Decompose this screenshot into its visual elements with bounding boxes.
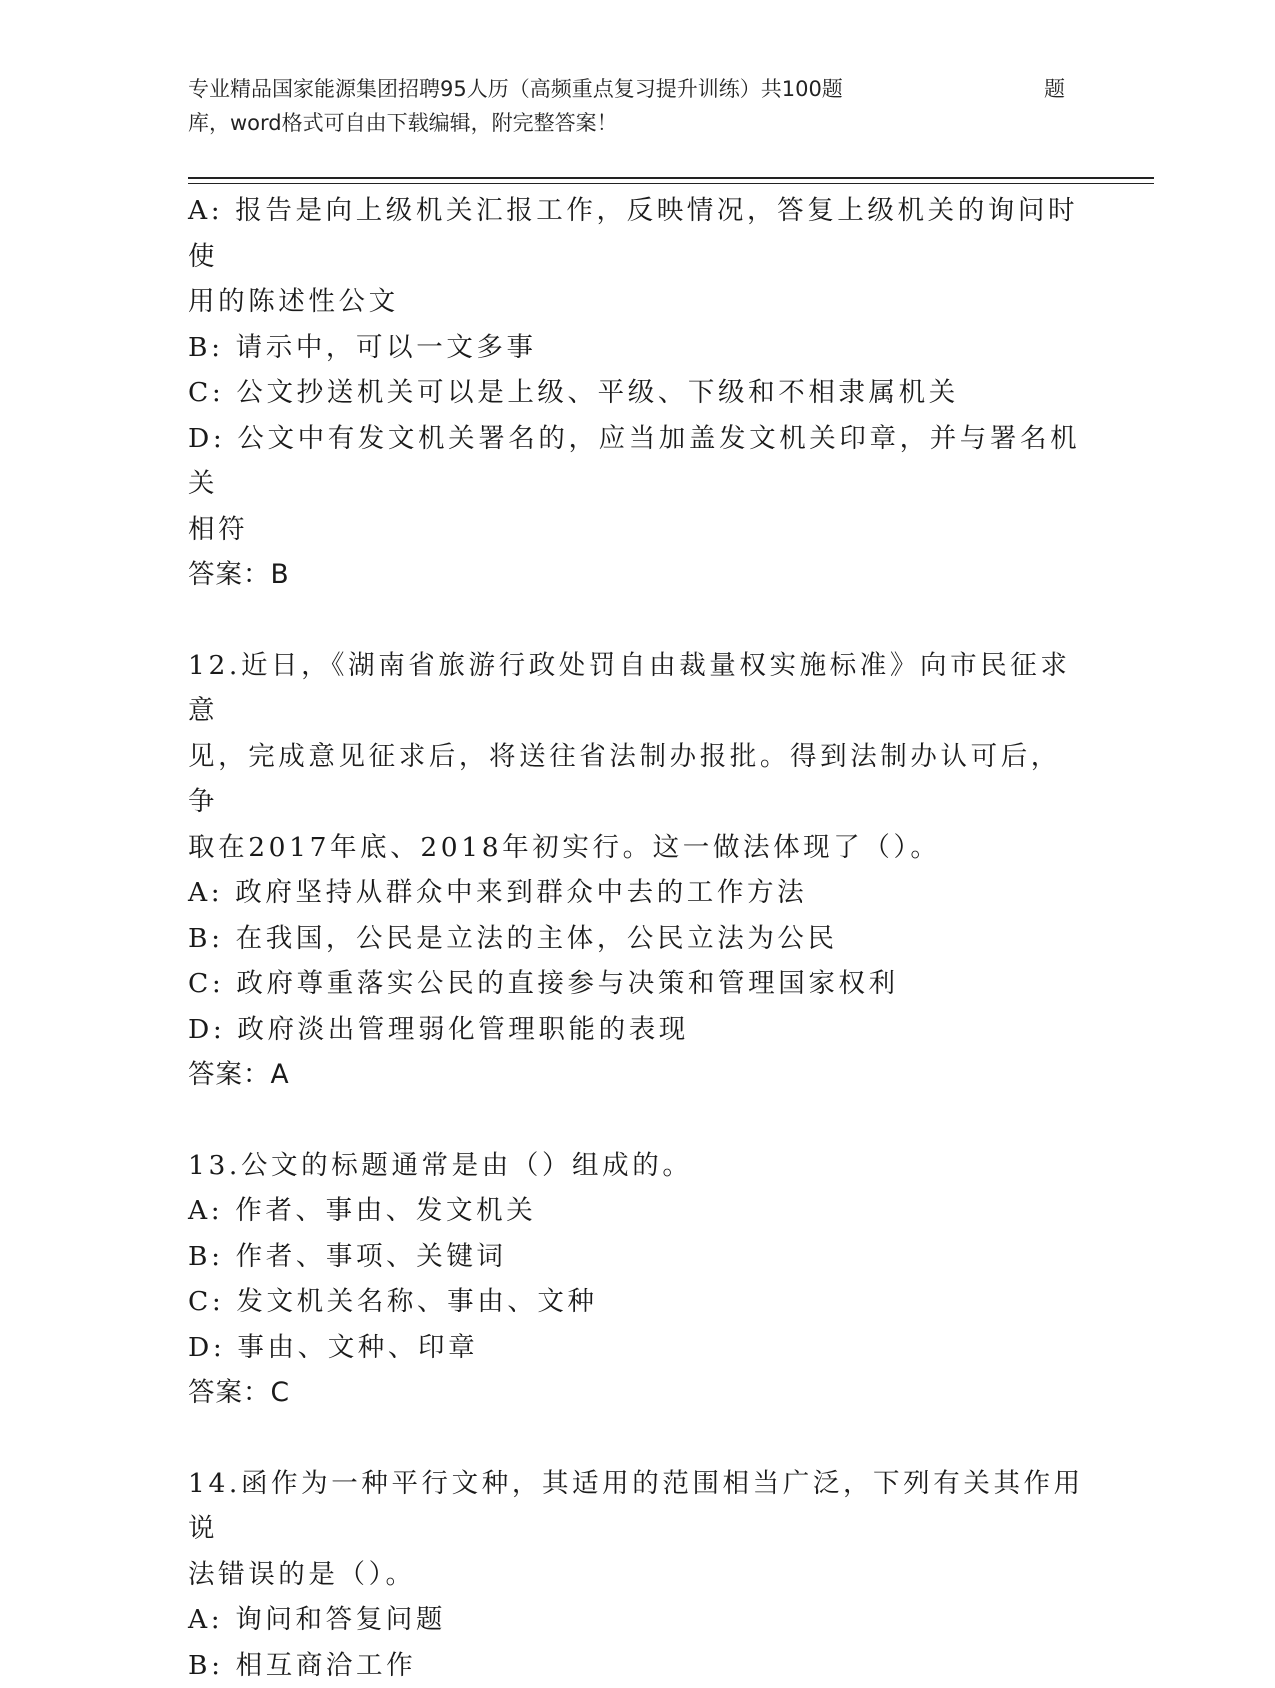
question-text: 法错误的是（）。 — [188, 1552, 1088, 1598]
document-header — [188, 72, 1068, 140]
question-text: 取在2017年底、2018年初实行。这一做法体现了（）。 — [188, 825, 1088, 871]
option-b: B: 作者、事项、关键词 — [188, 1234, 1088, 1280]
question-text: 13.公文的标题通常是由（）组成的。 — [188, 1143, 1088, 1189]
option-a: A: 政府坚持从群众中来到群众中去的工作方法 — [188, 870, 1088, 916]
header-line-2: 库，word格式可自由下载编辑，附完整答案！ — [188, 106, 1068, 140]
option-a: A: 作者、事由、发文机关 — [188, 1188, 1088, 1234]
question-text: 12.近日，《湖南省旅游行政处罚自由裁量权实施标准》向市民征求意 — [188, 643, 1088, 734]
question-13 — [188, 1143, 1088, 1416]
question-text: 14.函作为一种平行文种，其适用的范围相当广泛，下列有关其作用说 — [188, 1461, 1088, 1552]
option-a-continued: 用的陈述性公文 — [188, 279, 1088, 325]
answer-line: 答案：A — [188, 1052, 1088, 1098]
option-d: D: 政府淡出管理弱化管理职能的表现 — [188, 1007, 1088, 1053]
option-d: D: 事由、文种、印章 — [188, 1325, 1088, 1371]
option-c: C: 发文机关名称、事由、文种 — [188, 1279, 1088, 1325]
header-divider-thin — [188, 183, 1154, 184]
header-title: 专业精品国家能源集团招聘95人历（高频重点复习提升训练）共100题 — [188, 77, 843, 101]
question-text: 见，完成意见征求后，将送往省法制办报批。得到法制办认可后，争 — [188, 734, 1088, 825]
option-c: C: 公文抄送机关可以是上级、平级、下级和不相隶属机关 — [188, 370, 1088, 416]
header-title-tail: 题 — [1044, 72, 1065, 106]
question-12 — [188, 643, 1088, 1098]
question-11-continued — [188, 188, 1088, 598]
option-a: A: 报告是向上级机关汇报工作，反映情况，答复上级机关的询问时使 — [188, 188, 1088, 279]
option-d-continued: 相符 — [188, 507, 1088, 553]
option-b: B: 请示中，可以一文多事 — [188, 325, 1088, 371]
option-a: A: 询问和答复问题 — [188, 1597, 1088, 1643]
option-d: D: 公文中有发文机关署名的，应当加盖发文机关印章，并与署名机关 — [188, 416, 1088, 507]
header-line-1 — [188, 72, 1068, 106]
header-divider-thick — [188, 177, 1154, 179]
question-14 — [188, 1461, 1088, 1688]
option-b: B: 在我国，公民是立法的主体，公民立法为公民 — [188, 916, 1088, 962]
answer-line: 答案：C — [188, 1370, 1088, 1416]
document-body — [188, 188, 1088, 1688]
option-c: C: 政府尊重落实公民的直接参与决策和管理国家权利 — [188, 961, 1088, 1007]
answer-line: 答案：B — [188, 552, 1088, 598]
option-b: B: 相互商洽工作 — [188, 1643, 1088, 1688]
